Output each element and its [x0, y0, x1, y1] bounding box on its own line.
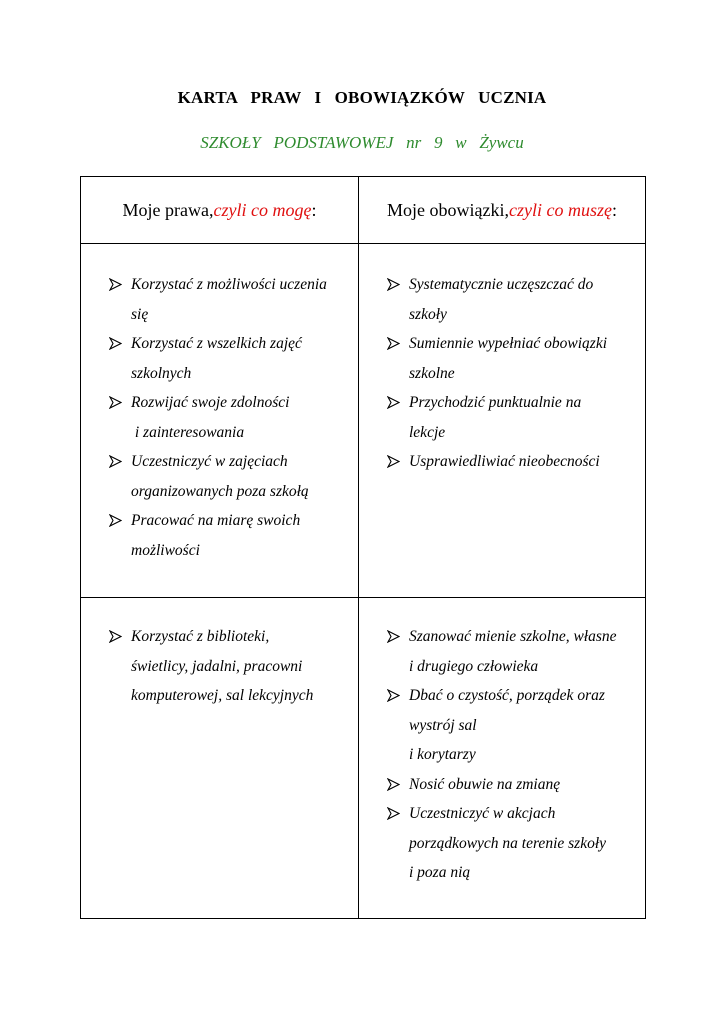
- arrowhead-bullet-icon: [387, 329, 400, 350]
- duties-header-cell: [359, 177, 646, 244]
- list-item: [387, 329, 635, 388]
- list-item-text: się: [131, 305, 149, 323]
- list-item-text: porządkowych na terenie szkoły: [409, 834, 607, 852]
- arrowhead-bullet-icon: [387, 270, 400, 291]
- arrowhead-bullet-icon: [109, 506, 122, 527]
- arrowhead-bullet-icon: [109, 447, 122, 468]
- list-item: [387, 799, 635, 888]
- arrowhead-bullet-icon: [387, 681, 400, 702]
- list-item-text: komputerowej, sal lekcyjnych: [131, 687, 314, 704]
- arrowhead-bullet-icon: [387, 388, 400, 409]
- rights-header-suffix: :: [311, 199, 317, 220]
- rights-header-prefix: Moje prawa,: [122, 199, 214, 220]
- list-item: [387, 622, 635, 681]
- list-item-text: Korzystać z biblioteki,: [131, 628, 270, 645]
- list-item: [109, 506, 348, 565]
- arrowhead-bullet-icon: [109, 329, 122, 350]
- list-item-text: i korytarzy: [409, 746, 476, 763]
- arrowhead-bullet-icon: [109, 270, 122, 291]
- rights-cell: [81, 598, 359, 919]
- list-item-text: Uczestniczyć w akcjach: [409, 805, 556, 822]
- list-item-text: Przychodzić punktualnie na: [409, 394, 582, 411]
- table-row: [81, 598, 646, 919]
- duties-list: [359, 598, 645, 888]
- list-item-text: Usprawiedliwiać nieobecności: [409, 453, 600, 470]
- list-item-text: i poza nią: [409, 864, 471, 881]
- list-item-text: i zainteresowania: [131, 423, 245, 441]
- list-item: [387, 270, 635, 329]
- list-item-text: wystrój sal: [409, 716, 477, 734]
- arrowhead-bullet-icon: [387, 799, 400, 820]
- list-item: [387, 388, 635, 447]
- duties-header-suffix: :: [611, 199, 617, 220]
- list-item-text: szkolnych: [131, 364, 192, 382]
- list-item-text: Nosić obuwie na zmianę: [409, 775, 561, 793]
- table-header-row: [81, 177, 646, 244]
- duties-header-highlight: czyli co muszę: [508, 199, 612, 220]
- rights-cell: [81, 244, 359, 598]
- list-item-text: i drugiego człowieka: [409, 657, 539, 675]
- duties-cell: [359, 244, 646, 598]
- rights-header-highlight: czyli co mogę: [213, 199, 312, 220]
- list-item: [109, 329, 348, 388]
- list-item-text: lekcje: [409, 423, 446, 441]
- arrowhead-bullet-icon: [109, 622, 122, 643]
- list-item: [387, 770, 635, 800]
- duties-header-prefix: Moje obowiązki,: [387, 199, 509, 220]
- list-item-text: Uczestniczyć w zajęciach: [131, 453, 288, 470]
- rights-list: [81, 244, 358, 565]
- arrowhead-bullet-icon: [387, 447, 400, 468]
- list-item-text: szkoły: [409, 305, 447, 323]
- list-item: [109, 447, 348, 506]
- arrowhead-bullet-icon: [109, 388, 122, 409]
- list-item: [387, 681, 635, 770]
- list-item-text: Rozwijać swoje zdolności: [131, 394, 290, 411]
- arrowhead-bullet-icon: [387, 622, 400, 643]
- list-item-text: Korzystać z możliwości uczenia: [131, 276, 327, 293]
- list-item: [387, 447, 635, 477]
- document-subtitle: SZKOŁY PODSTAWOWEJ nr 9 w Żywcu: [200, 133, 524, 152]
- table-row: [81, 244, 646, 598]
- duties-list: [359, 244, 645, 477]
- list-item-text: Korzystać z wszelkich zajęć: [131, 335, 302, 352]
- duties-cell: [359, 598, 646, 919]
- list-item-text: świetlicy, jadalni, pracowni: [131, 657, 303, 675]
- list-item-text: Sumiennie wypełniać obowiązki: [409, 335, 608, 352]
- rights-list: [81, 598, 358, 711]
- list-item-text: możliwości: [131, 541, 200, 559]
- list-item: [109, 622, 348, 711]
- list-item-text: organizowanych poza szkołą: [131, 482, 309, 500]
- list-item-text: Dbać o czystość, porządek oraz: [409, 687, 605, 704]
- list-item-text: Szanować mienie szkolne, własne: [409, 628, 617, 645]
- list-item: [109, 270, 348, 329]
- list-item-text: Systematycznie uczęszczać do: [409, 276, 594, 293]
- document-title: KARTA PRAW I OBOWIĄZKÓW UCZNIA: [177, 88, 547, 107]
- arrowhead-bullet-icon: [387, 770, 400, 791]
- list-item-text: szkolne: [409, 364, 455, 382]
- rights-duties-table: [80, 176, 646, 919]
- rights-header-cell: [81, 177, 359, 244]
- list-item: [109, 388, 348, 447]
- list-item-text: Pracować na miarę swoich: [131, 512, 301, 529]
